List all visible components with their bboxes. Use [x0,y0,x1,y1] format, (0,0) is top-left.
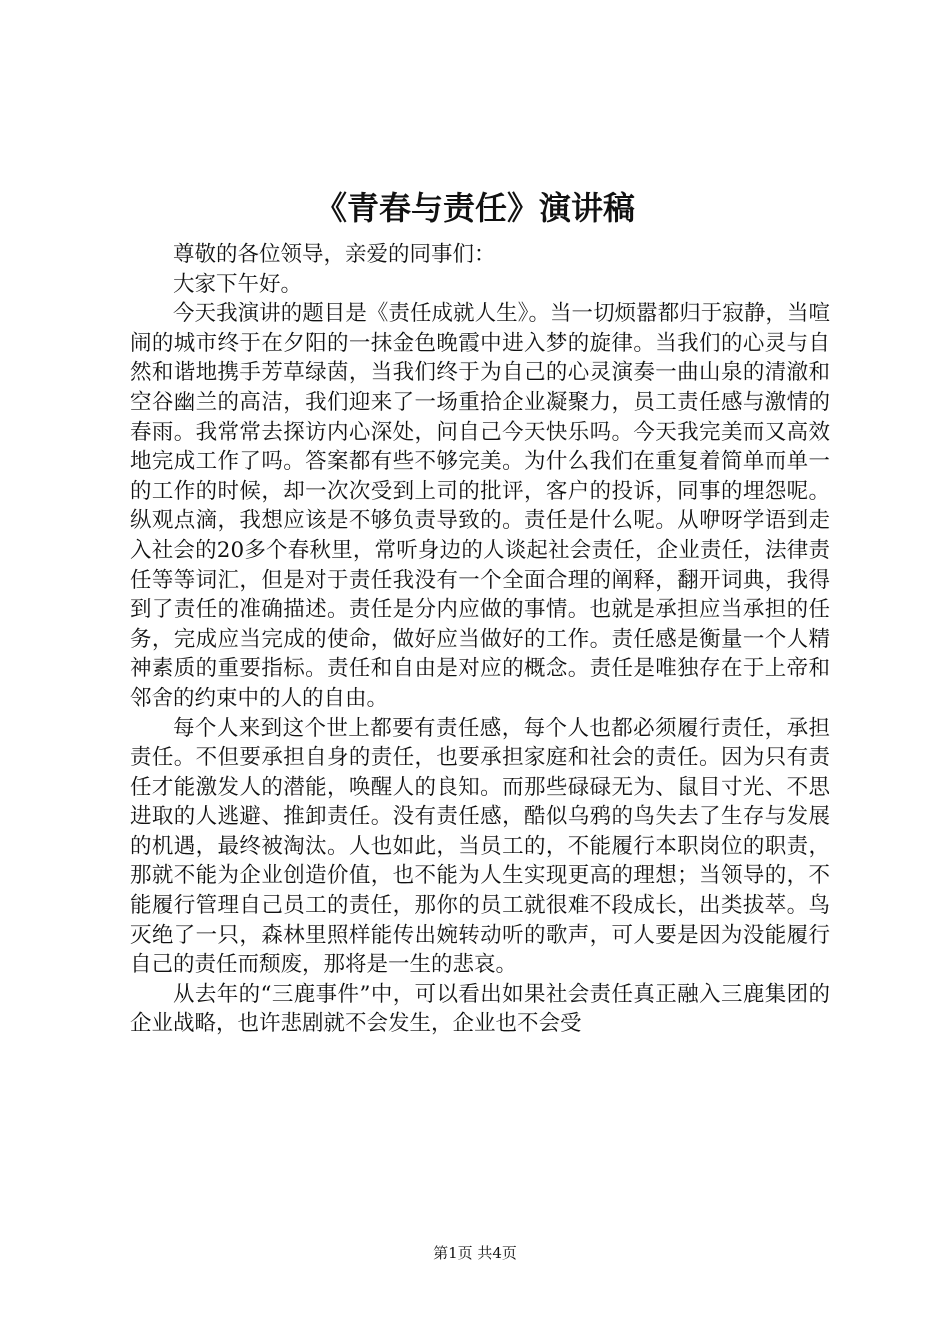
body-paragraph: 从去年的“三鹿事件”中，可以看出如果社会责任真正融入三鹿集团的企业战略，也许悲剧就不会发生，企业也不会受 [130,981,830,1037]
page-number-footer: 第1页 共4页 [433,1244,517,1262]
document-title: 《青春与责任》演讲稿 [314,189,635,227]
greeting-paragraph: 大家下午好。 [173,271,303,297]
body-paragraph: 每个人来到这个世上都要有责任感，每个人也都必须履行责任，承担责任。不但要承担自身的责任，也要承担家庭和社会的责任。因为只有责任才能激发人的潜能，唤醒人的良知。而那些碌碌无为、鼠目寸光、不思进取的人逃避、推卸责任。没有责任感，酷似乌鸦的鸟失去了生存与发展的机遇，最终被淘汰。人也如此，当员工的，不能履行本职岗位的职责，那就不能为企业创造价值，也不能为人生实现更高的理想；当领导的，不能履行管理自己员工的责任，那你的员工就很难不段成长，出类拔萃。鸟灭绝了一只，森林里照样能传出婉转动听的歌声，可人要是因为没能履行自己的责任而颓废，那将是一生的悲哀。 [130,715,830,978]
salutation-paragraph: 尊敬的各位领导，亲爱的同事们： [173,242,496,267]
body-paragraph: 今天我演讲的题目是《责任成就人生》。当一切烦嚣都归于寂静，当喧闹的城市终于在夕阳的一抹金色晚霞中进入梦的旋律。当我们的心灵与自然和谐地携手芳草绿茵，当我们终于为自己的心灵演奏一曲山泉的清澈和空谷幽兰的高洁，我们迎来了一场重拾企业凝聚力，员工责任感与激情的春雨。我常常去探访内心深处，问自己今天快乐吗。今天我完美而又高效地完成工作了吗。答案都有些不够完美。为什么我们在重复着简单而单一的工作的时候，却一次次受到上司的批评，客户的投诉，同事的埋怨呢。纵观点滴，我想应该是不够负责导致的。责任是什么呢。从咿呀学语到走入社会的20多个春秋里，常听身边的人谈起社会责任，企业责任，法律责任等等词汇，但是对于责任我没有一个全面合理的阐释，翻开词典，我得到了责任的准确描述。责任是分内应做的事情。也就是承担应当承担的任务，完成应当完成的使命，做好应当做好的工作。责任感是衡量一个人精神素质的重要指标。责任和自由是对应的概念。责任是唯独存在于上帝和邻舍的约束中的人的自由。 [130,301,830,711]
document-body [130,240,830,1039]
